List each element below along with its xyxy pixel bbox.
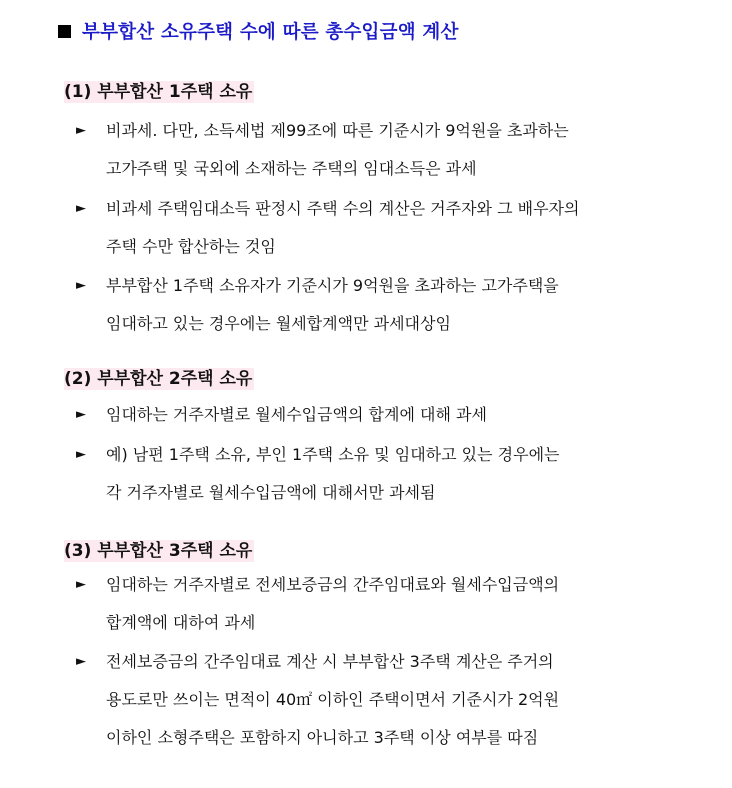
list-item — [76, 112, 698, 188]
bullet-line: 전세보증금의 간주임대료 계산 시 부부합산 3주택 계산은 주거의 — [106, 652, 554, 671]
list-item — [76, 267, 698, 343]
arrow-bullet-icon: ► — [76, 278, 86, 293]
bullet-line: 비과세. 다만, 소득세법 제99조에 따른 기준시가 9억원을 초과하는 — [106, 121, 569, 140]
document-title — [58, 17, 459, 45]
list-item — [76, 566, 698, 642]
arrow-bullet-icon: ► — [76, 654, 86, 669]
section-heading-1: (1) 부부합산 1주택 소유 — [64, 82, 253, 102]
section-heading-2: (2) 부부합산 2주택 소유 — [64, 369, 253, 389]
list-item — [76, 396, 698, 434]
bullet-line: 각 거주자별로 월세수입금액에 대해서만 과세됨 — [106, 483, 436, 502]
arrow-bullet-icon: ► — [76, 577, 86, 592]
list-item — [76, 643, 698, 757]
list-item — [76, 436, 698, 512]
bullet-line: 부부합산 1주택 소유자가 기준시가 9억원을 초과하는 고가주택을 — [106, 276, 559, 295]
bullet-line: 임대하는 거주자별로 전세보증금의 간주임대료와 월세수입금액의 — [106, 575, 560, 594]
arrow-bullet-icon: ► — [76, 123, 86, 138]
title-text: 부부합산 소유주택 수에 따른 총수입금액 계산 — [82, 22, 459, 43]
arrow-bullet-icon: ► — [76, 201, 86, 216]
square-bullet-icon — [58, 25, 71, 38]
bullet-line: 주택 수만 합산하는 것임 — [106, 237, 276, 256]
bullet-line: 임대하는 거주자별로 월세수입금액의 합계에 대해 과세 — [106, 405, 487, 424]
bullet-line: 임대하고 있는 경우에는 월세합계액만 과세대상임 — [106, 314, 451, 333]
bullet-line: 합계액에 대하여 과세 — [106, 613, 256, 632]
bullet-line: 용도로만 쓰이는 면적이 40㎡ 이하인 주택이면서 기준시가 2억원 — [106, 690, 560, 709]
bullet-line: 비과세 주택임대소득 판정시 주택 수의 계산은 거주자와 그 배우자의 — [106, 199, 580, 218]
bullet-line: 고가주택 및 국외에 소재하는 주택의 임대소득은 과세 — [106, 159, 477, 178]
arrow-bullet-icon: ► — [76, 407, 86, 422]
arrow-bullet-icon: ► — [76, 447, 86, 462]
section-heading-3: (3) 부부합산 3주택 소유 — [64, 541, 253, 561]
bullet-line: 예) 남편 1주택 소유, 부인 1주택 소유 및 임대하고 있는 경우에는 — [106, 445, 560, 464]
bullet-line: 이하인 소형주택은 포함하지 아니하고 3주택 이상 여부를 따짐 — [106, 728, 539, 747]
list-item — [76, 190, 698, 266]
